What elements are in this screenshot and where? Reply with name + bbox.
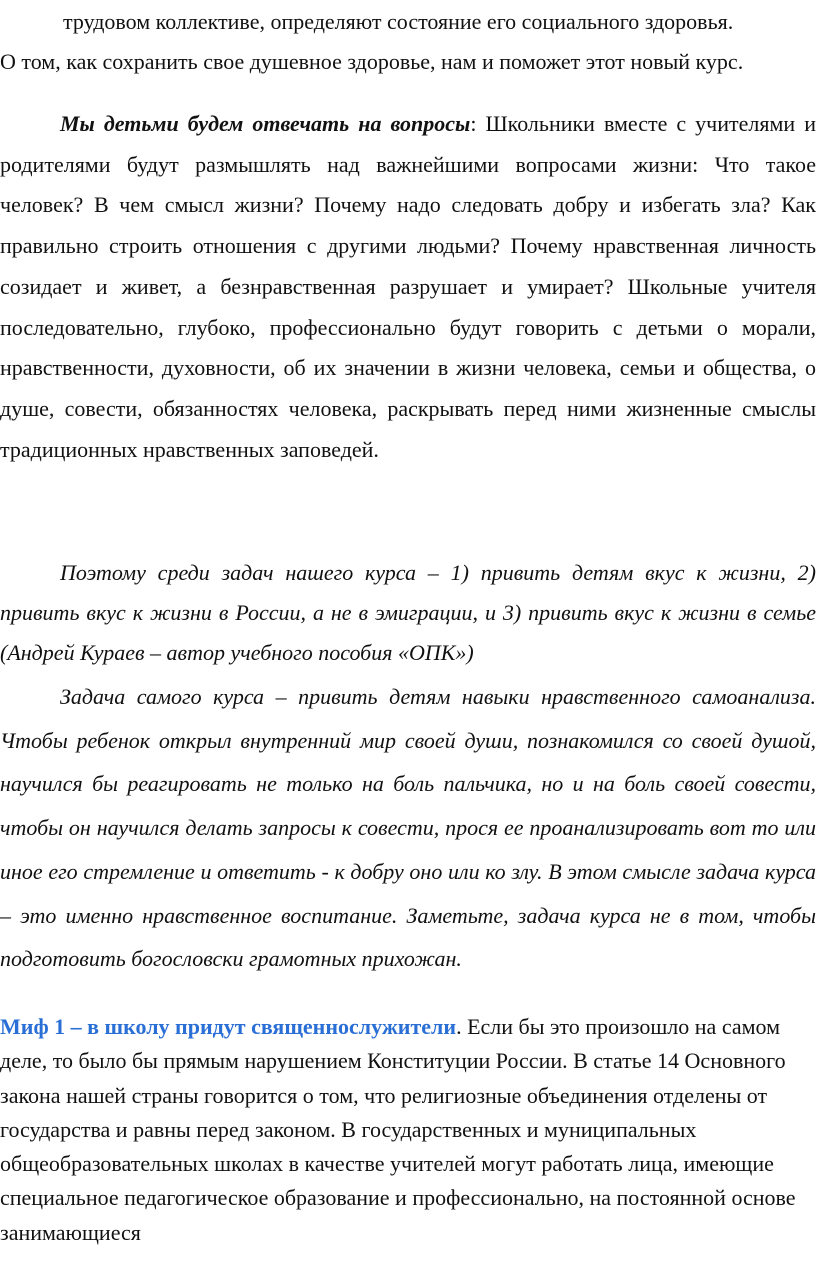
paragraph-1 bbox=[0, 2, 816, 82]
myth-heading: Миф 1 – в школу придут священнослужители bbox=[0, 1014, 457, 1039]
paragraph-2 bbox=[0, 104, 816, 470]
paragraph-1-line-2: О том, как сохранить свое душевное здоровье, нам и поможет этот новый курс. bbox=[0, 49, 744, 74]
paragraph-2-lead: Мы детьми будем отвечать на вопросы bbox=[60, 111, 471, 136]
paragraph-4-text: Задача самого курса – привить детям навыки нравственного самоанализа. Чтобы ребенок открыл внутренний мир своей души, познакомился со своей душой, научился бы реагировать не только на боль пальчика, но и на боль своей совести, чтобы он научился делать запросы к совести, прося ее проанализировать вот то или иное его стремление и ответить - к добру оно или ко злу. В этом смысле задача курса – это именно нравственное воспитание. Заметьте, задача курса не в том, чтобы подготовить богословски грамотных прихожан. bbox=[0, 684, 816, 972]
paragraph-5 bbox=[0, 1010, 816, 1250]
paragraph-2-text: : Школьники вместе с учителями и родителями будут размышлять над важнейшими вопросами жизни: Что такое человек? В чем смысл жизни? Почему надо следовать добру и избегать зла? Как правильно строить отношения с другими людьми? Почему нравственная личность созидает и живет, а безнравственная разрушает и умирает? Школьные учителя последовательно, глубоко, профессионально будут говорить с детьми о морали, нравственности, духовности, об их значении в жизни человека, семьи и общества, о душе, совести, обязанностях человека, раскрывать перед ними жизненные смыслы традиционных нравственных заповедей. bbox=[0, 111, 816, 462]
paragraph-5-text: . Если бы это произошло на самом деле, то было бы прямым нарушением Конституции России. В статье 14 Основного закона нашей страны говорится о том, что религиозные объединения отделены от государства и равны перед законом. В государственных и муниципальных общеобразовательных школах в качестве учителей могут работать лица, имеющие специальное педагогическое образование и профессионально, на постоянной основе занимающиеся bbox=[0, 1014, 796, 1245]
paragraph-3 bbox=[0, 553, 816, 673]
paragraph-4 bbox=[0, 675, 816, 981]
paragraph-3-text: Поэтому среди задач нашего курса – 1) привить детям вкус к жизни, 2) привить вкус к жизни в России, а не в эмиграции, и 3) привить вкус к жизни в семье (Андрей Кураев – автор учебного пособия «ОПК») bbox=[0, 560, 816, 665]
paragraph-1-line-1: трудовом коллективе, определяют состояние его социального здоровья. bbox=[63, 9, 734, 34]
